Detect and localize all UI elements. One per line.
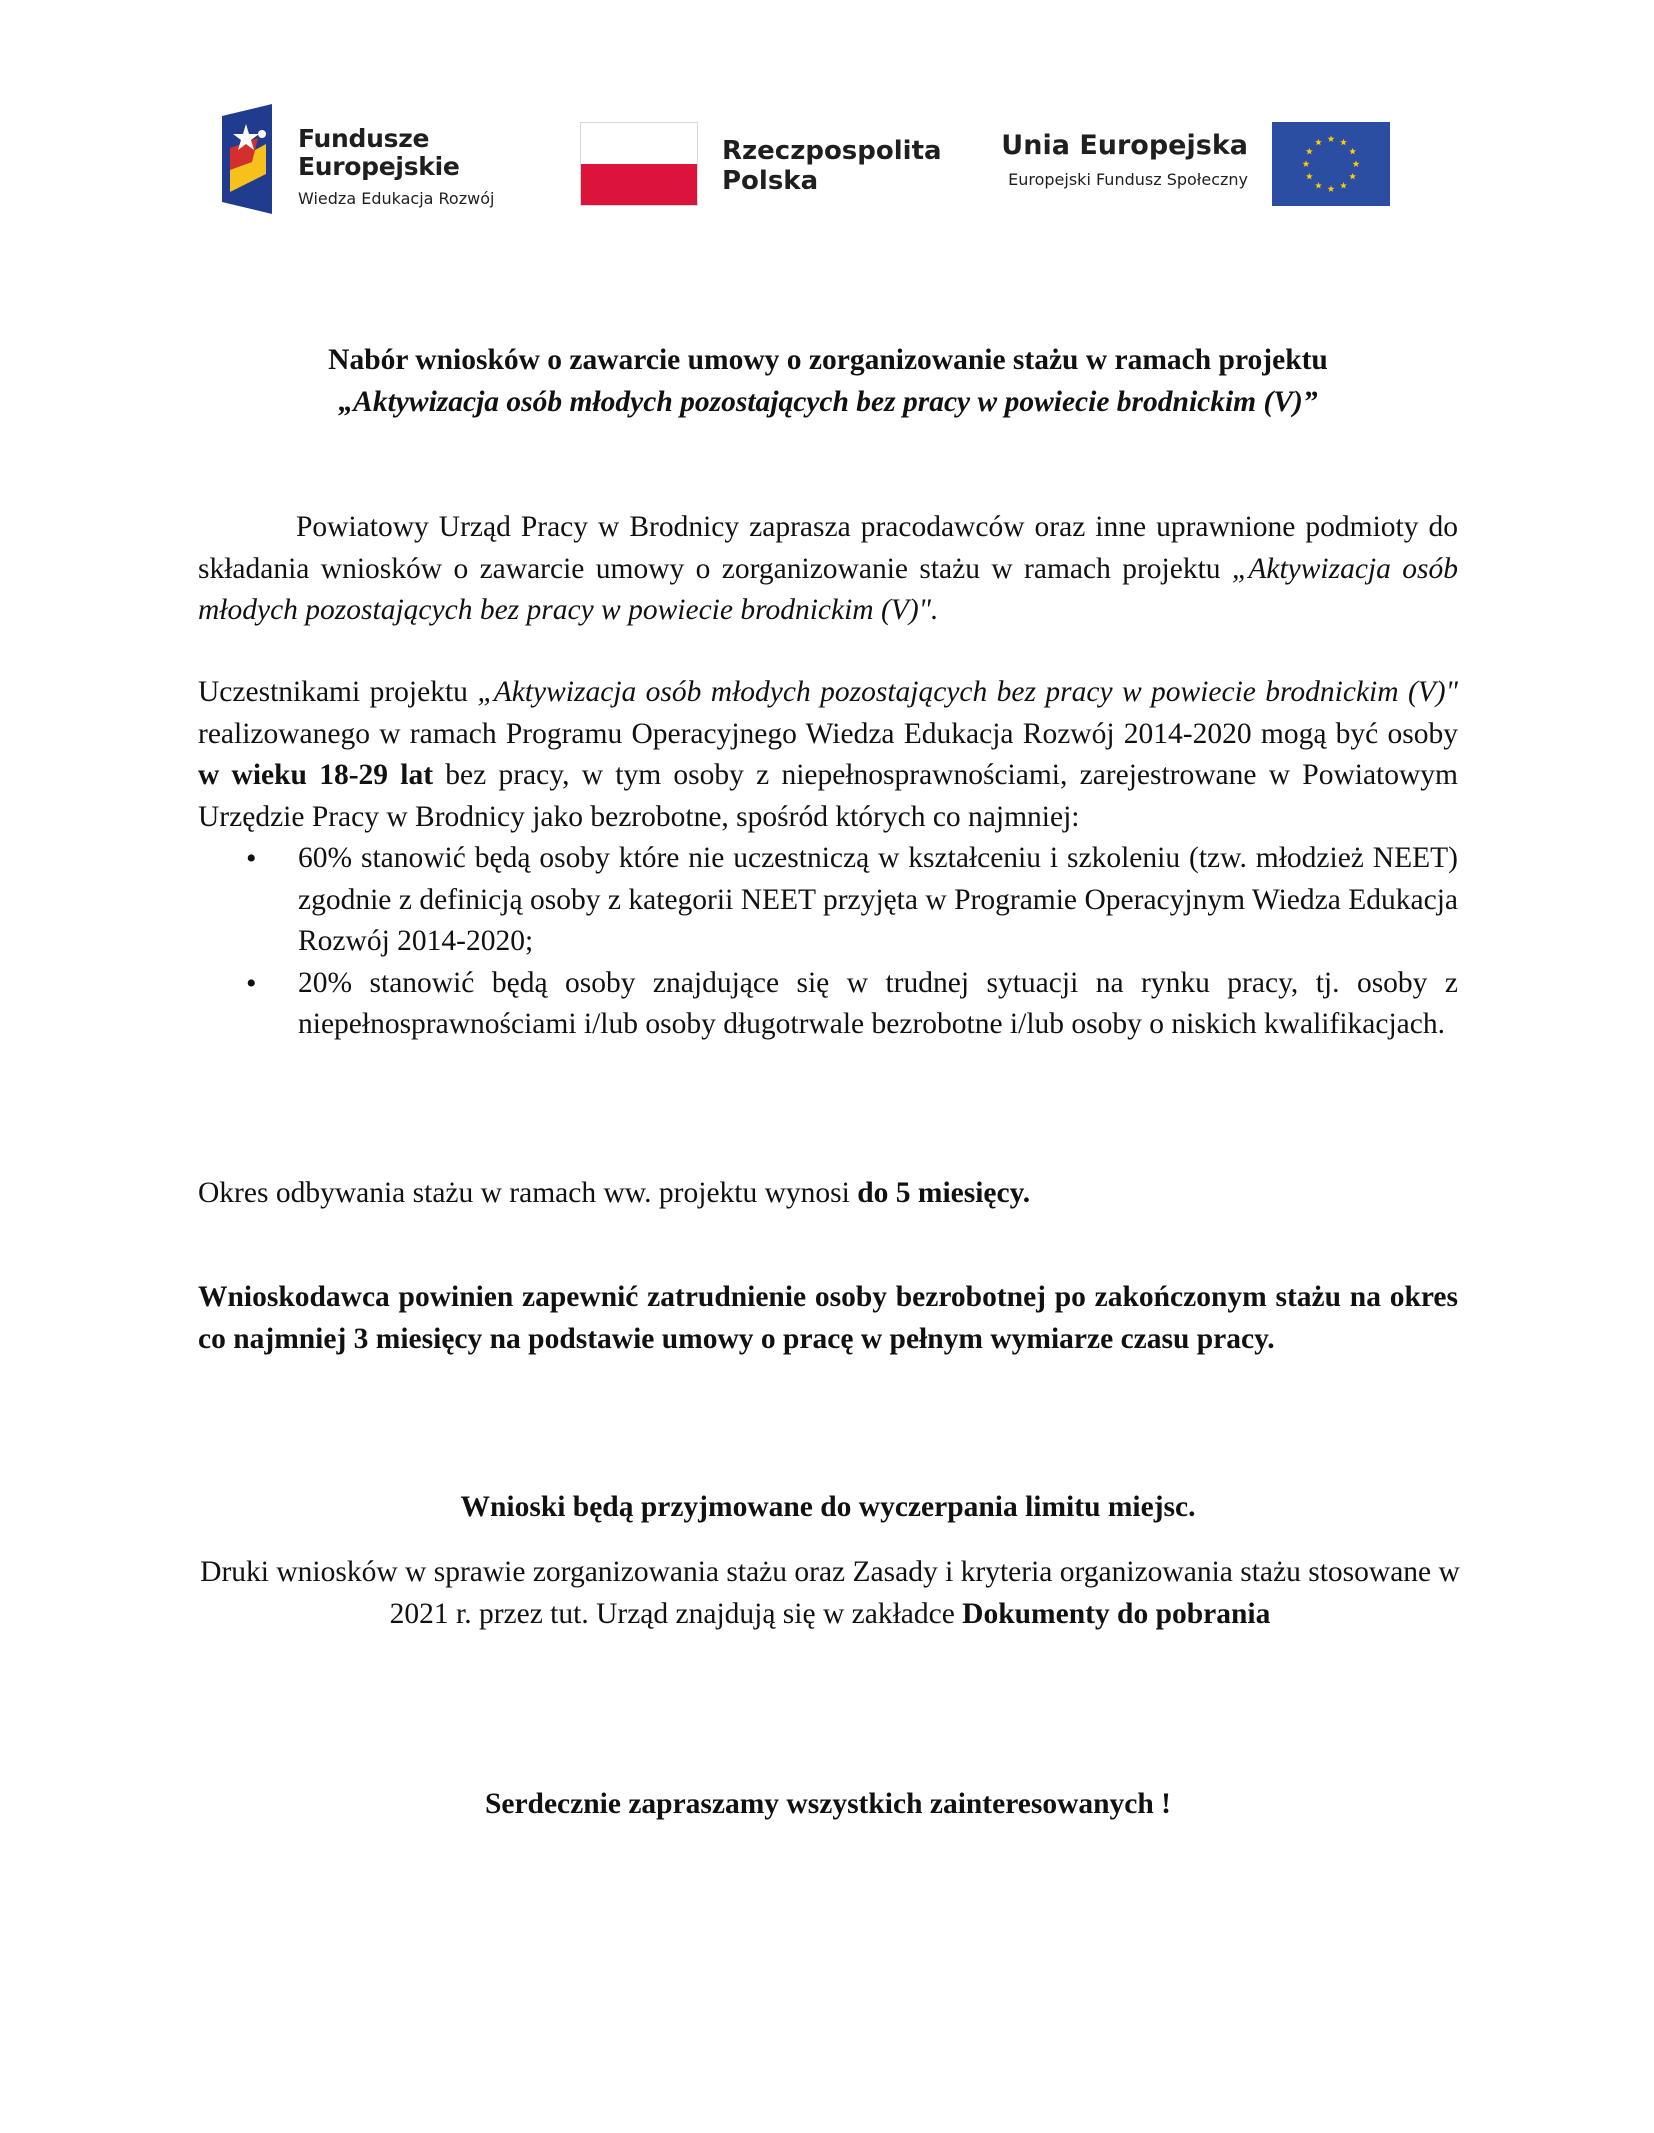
participants-age-range: w wieku 18-29 lat	[198, 759, 434, 791]
intro-text: Powiatowy Urząd Pracy w Brodnicy zaprasza pracodawców oraz inne uprawnione podmioty do składania wniosków o zawarcie umowy o zorganizowanie stażu w ramach projektu	[198, 511, 1458, 585]
participants-text-b: realizowanego w ramach Programu Operacyjnego Wiedza Edukacja Rozwój 2014-2020 mogą być osoby	[198, 717, 1458, 750]
list-item: • 60% stanowić będą osoby które nie uczestniczą w kształceniu i szkoleniu (tzw. młodzież NEET) zgodnie z definicją osoby z kategorii NEET przyjęta w Programie Operacyjnym Wiedza Edukacja Rozwój 2014-2020;	[298, 838, 1458, 963]
duration-text: Okres odbywania stażu w ramach ww. projektu wynosi	[198, 1177, 858, 1209]
documents-download-link-text: Dokumenty do pobrania	[962, 1597, 1271, 1630]
title-line1: Nabór wniosków o zawarcie umowy o zorganizowanie stażu w ramach projektu	[328, 344, 1328, 376]
participants-project-name: „Aktywizacja osób młodych pozostających bez pracy w powiecie brodnickim (V)"	[477, 676, 1458, 708]
closing-invitation: Serdecznie zapraszamy wszystkich zainteresowanych !	[484, 1788, 1172, 1820]
documents-paragraph	[180, 1552, 1480, 1635]
duration-value: do 5 miesięcy.	[857, 1177, 1031, 1209]
internship-duration-paragraph	[198, 1173, 1458, 1215]
rp-logo-line1: Rzeczpospolita	[722, 136, 942, 166]
intro-paragraph	[198, 507, 1458, 632]
employment-requirement-paragraph: Wnioskodawca powinien zapewnić zatrudnienie osoby bezrobotnej po zakończonym stażu na okres co najmniej 3 miesięcy na podstawie umowy o pracę w pełnym wymiarze czasu pracy.	[198, 1281, 1458, 1355]
title-line2: „Aktywizacja osób młodych pozostających bez pracy w powiecie brodnickim (V)”	[338, 385, 1318, 418]
intro-project-name: „Aktywizacja osób młodych pozostających bez pracy w powiecie brodnickim (V)".	[198, 552, 1458, 626]
fundusze-europejskie-logo	[222, 104, 522, 216]
ue-logo-line2: Europejski Fundusz Społeczny	[1008, 170, 1248, 189]
eu-flag-icon	[1272, 122, 1390, 206]
document-title	[198, 340, 1458, 423]
fe-logo-line1: Fundusze	[298, 124, 430, 153]
participants-text	[198, 672, 1458, 838]
unia-europejska-logo	[990, 122, 1390, 208]
participants-bullet-list	[198, 838, 1458, 1046]
fe-logo-line2: Europejskie	[298, 152, 460, 181]
polish-flag-icon	[580, 122, 698, 206]
documents-text: Druki wniosków w sprawie zorganizowania stażu oraz Zasady i kryteria organizowania stażu stosowane w 2021 r. przez tut. Urząd znajdują się w zakładce	[200, 1556, 1460, 1630]
participants-text-c: bez pracy, w tym osoby z niepełnosprawnościami, zarejestrowane w Powiatowym Urzędzie Pracy w Brodnicy jako bezrobotne, spośród których co najmniej:	[198, 759, 1458, 833]
logo-bar	[0, 100, 1654, 220]
participants-paragraph	[198, 672, 1458, 1046]
applications-limit-notice: Wnioski będą przyjmowane do wyczerpania limitu miejsc.	[460, 1491, 1196, 1523]
fe-logo-line3: Wiedza Edukacja Rozwój	[298, 189, 495, 208]
participants-text-a: Uczestnikami projektu	[198, 676, 478, 708]
list-item: • 20% stanowić będą osoby znajdujące się w trudnej sytuacji na rynku pracy, tj. osoby z niepełnosprawnościami i/lub osoby długotrwale bezrobotne i/lub osoby o niskich kwalifikacjach.	[298, 963, 1458, 1046]
rzeczpospolita-polska-logo	[580, 122, 940, 208]
rp-logo-line2: Polska	[722, 166, 819, 196]
ue-logo-line1: Unia Europejska	[1001, 130, 1248, 161]
fundusze-europejskie-emblem	[222, 104, 282, 214]
